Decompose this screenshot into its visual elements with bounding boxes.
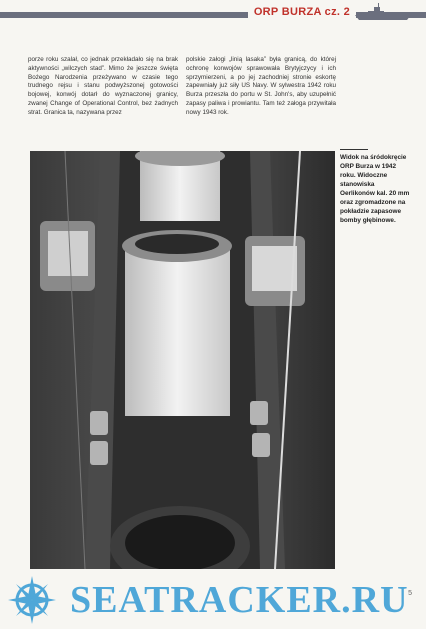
article-column-right: polskie załogi „linią lasaka” była granicą, do której ochronę konwojów sprawowała Brytyjczycy i ich sprzymierzeni, a po jej zachodniej stronie eskortę zapewniały już siły US Navy. W sylwestra 1942 roku Burza przeszła do portu w St. John's, aby uzupełnić zapasy paliwa i prowiantu. Tam też załoga przywitała nowy 1943 rok. [186, 56, 336, 116]
page-number: 5 [408, 590, 412, 597]
compass-rose-icon [8, 576, 56, 624]
photo-caption: Widok na śródokręcie ORP Burza w 1942 roku. Widoczne stanowiska Oerlikonów kal. 20 mm oraz zgromadzone na pokładzie zapasowe bomby głębinowe. [340, 154, 410, 224]
article-column-left: porze roku szalał, co jednak przekładało się na brak aktywności „wilczych stad”. Mimo że jeszcze święta Bożego Narodzenia przeżywano w czasie tego trudnego rejsu i stanu podwyższonej gotowości bojowej, konwój dotarł do wyznaczonej granicy, zwanej Change of Operational Control, bez żadnych strat. Granica ta, nazywana przez [28, 56, 178, 116]
destroyer-silhouette-icon [354, 2, 412, 22]
ship-deck-photo [30, 151, 335, 569]
seatracker-watermark [0, 572, 426, 629]
caption-rule [340, 149, 368, 150]
watermark-text: SEATRACKER.RU [70, 579, 409, 621]
running-header-title: ORP BURZA cz. 2 [248, 4, 356, 20]
